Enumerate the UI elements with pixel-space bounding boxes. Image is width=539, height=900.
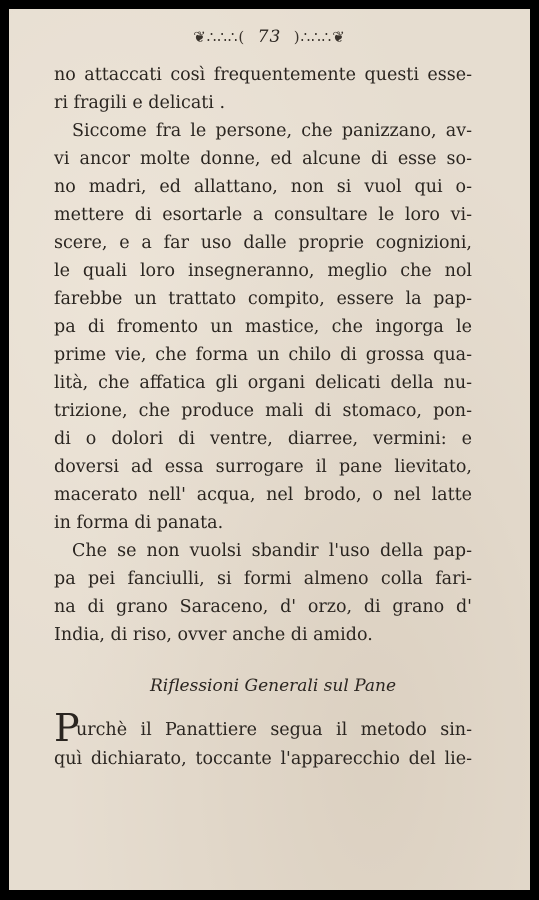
text-line: India, di riso, ovver anche di amido. — [54, 625, 373, 645]
text-line: Che se non vuolsi sbandir l'uso della pap- — [72, 541, 472, 561]
text-line: le quali loro insegneranno, meglio che nol — [54, 261, 472, 281]
section-spacer — [54, 701, 472, 715]
text-line: mettere di esortarle a consultare le loro vi- — [54, 205, 472, 225]
text-line: no attaccati così frequentemente questi esse- — [54, 65, 472, 85]
text-line: doversi ad essa surrogare il pane lievitato, — [54, 457, 472, 477]
book-page — [9, 9, 530, 890]
text-line: quì dichiarato, toccante l'apparecchio del lie- — [54, 749, 472, 769]
right-ornament: )∴∴∴❦ — [293, 28, 346, 46]
text-line: trizione, che produce mali di stomaco, pon- — [54, 401, 472, 421]
text-line: pa di fromento un mastice, che ingorga le — [54, 317, 472, 337]
text-line: vi ancor molte donne, ed alcune di esse so- — [54, 149, 472, 169]
paragraph-1 — [54, 61, 472, 117]
drop-cap: P — [54, 706, 80, 750]
paragraph-4 — [54, 706, 472, 773]
paragraph-3 — [54, 537, 472, 649]
text-line: lità, che affatica gli organi delicati della nu- — [54, 373, 472, 393]
text-line: di o dolori di ventre, diarree, vermini: e — [54, 429, 472, 449]
page-header — [9, 27, 530, 47]
text-line: Siccome fra le persone, che panizzano, av- — [72, 121, 472, 141]
page-number: 73 — [257, 27, 282, 47]
text-line-rest: urchè il Panattiere segua il metodo sin- — [76, 720, 472, 740]
text-line: scere, e a far uso dalle proprie cognizioni, — [54, 233, 472, 253]
text-line: pa pei fanciulli, si formi almeno colla fari- — [54, 569, 472, 589]
text-line: ri fragili e delicati . — [54, 93, 226, 113]
text-line: no madri, ed allattano, non si vuol qui o- — [54, 177, 472, 197]
text-line: prime vie, che forma un chilo di grossa qua- — [54, 345, 472, 365]
page-body — [54, 61, 472, 773]
left-ornament: ❦∴∴∴( — [193, 28, 246, 46]
text-line: na di grano Saraceno, d' orzo, di grano d' — [54, 597, 472, 617]
text-line — [54, 706, 472, 750]
text-line: farebbe un trattato compito, essere la pap- — [54, 289, 472, 309]
text-line: in forma di panata. — [54, 513, 224, 533]
text-line: macerato nell' acqua, nel brodo, o nel latte — [54, 485, 472, 505]
paragraph-2 — [54, 117, 472, 537]
section-spacer — [54, 649, 472, 671]
section-title: Riflessioni Generali sul Pane — [149, 676, 397, 696]
